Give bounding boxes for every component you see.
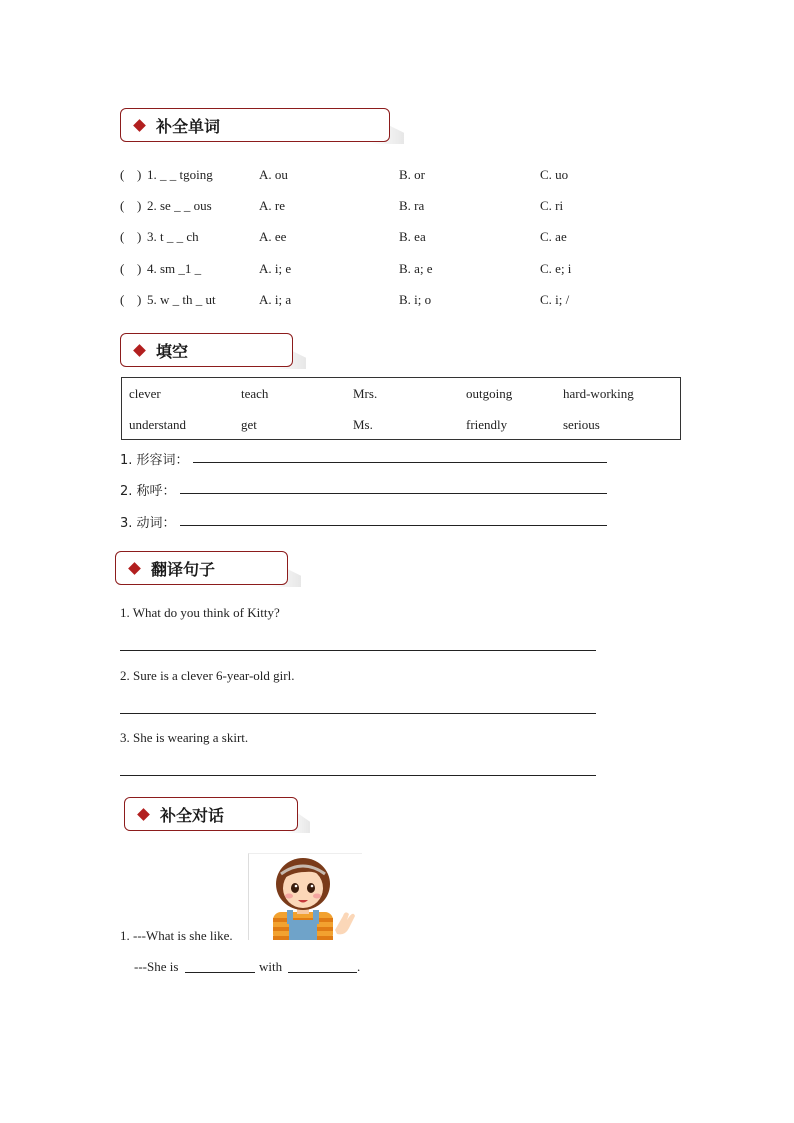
diamond-icon <box>128 562 141 575</box>
section-header-translate <box>115 551 301 587</box>
answer-line[interactable] <box>120 775 596 776</box>
option-c: C. ri <box>540 198 564 213</box>
option-c: C. i; / <box>540 292 570 307</box>
answer-paren-open: ( <box>120 261 125 276</box>
section-header-dialogue <box>124 797 310 833</box>
fill-label: 1. 形容词： <box>120 453 189 468</box>
translate-sentence: 2. Sure is a clever 6-year-old girl. <box>120 668 295 683</box>
option-c: C. ae <box>540 229 567 244</box>
word-bank <box>121 377 681 440</box>
option-b: B. ea <box>399 229 426 244</box>
answer-blank-2[interactable] <box>288 972 357 973</box>
answer-paren-open: ( <box>120 167 125 182</box>
word-bank-word: friendly <box>466 417 508 432</box>
header-box <box>120 108 390 142</box>
section-title: 补全单词 <box>156 116 221 136</box>
option-a: A. ee <box>259 229 287 244</box>
question-text: 1. _ _ tgoing <box>147 167 213 182</box>
answer-line[interactable] <box>120 713 596 714</box>
header-box <box>115 551 288 585</box>
section-header-fill-blanks <box>120 333 306 369</box>
word-bank-word: Mrs. <box>353 386 378 401</box>
fill-label: 3. 动词： <box>120 516 176 531</box>
option-c: C. uo <box>540 167 569 182</box>
word-bank-word: serious <box>563 417 600 432</box>
answer-paren-close: ) <box>137 261 142 276</box>
word-bank-word: teach <box>241 386 269 401</box>
word-bank-word: clever <box>129 386 161 401</box>
question-text: 3. t _ _ ch <box>147 229 199 244</box>
dialogue-answer-start: ---She is <box>134 959 179 974</box>
fill-label: 2. 称呼： <box>120 484 176 499</box>
option-a: A. re <box>259 198 285 213</box>
section-title: 翻译句子 <box>151 559 216 579</box>
option-a: A. i; e <box>259 261 292 276</box>
dialogue-answer-mid: with <box>259 959 283 974</box>
answer-blank-1[interactable] <box>185 972 255 973</box>
answer-line[interactable] <box>180 525 607 526</box>
diamond-icon <box>133 344 146 357</box>
section-title: 填空 <box>156 341 189 361</box>
option-b: B. a; e <box>399 261 433 276</box>
answer-line[interactable] <box>120 650 596 651</box>
girl-illustration <box>248 853 362 940</box>
answer-paren-close: ) <box>137 292 142 307</box>
answer-line[interactable] <box>193 462 607 463</box>
option-b: B. ra <box>399 198 425 213</box>
word-bank-word: Ms. <box>353 417 373 432</box>
option-a: A. ou <box>259 167 288 182</box>
option-c: C. e; i <box>540 261 572 276</box>
answer-paren-open: ( <box>120 198 125 213</box>
word-bank-word: get <box>241 417 257 432</box>
diamond-icon <box>133 119 146 132</box>
answer-paren-close: ) <box>137 198 142 213</box>
answer-paren-open: ( <box>120 229 125 244</box>
question-text: 2. se _ _ ous <box>147 198 212 213</box>
answer-paren-close: ) <box>137 167 142 182</box>
option-a: A. i; a <box>259 292 292 307</box>
answer-paren-open: ( <box>120 292 125 307</box>
dialogue-answer-end: . <box>357 959 361 974</box>
word-bank-word: understand <box>129 417 187 432</box>
option-b: B. or <box>399 167 425 182</box>
translate-sentence: 1. What do you think of Kitty? <box>120 605 280 620</box>
question-text: 4. sm _1 _ <box>147 261 202 276</box>
diamond-icon <box>137 808 150 821</box>
section-header-complete-words <box>120 108 404 144</box>
section-title: 补全对话 <box>160 805 225 825</box>
word-bank-word: hard-working <box>563 386 634 401</box>
translate-sentence: 3. She is wearing a skirt. <box>120 730 249 745</box>
question-text: 5. w _ th _ ut <box>147 292 216 307</box>
header-box <box>120 333 293 367</box>
word-bank-word: outgoing <box>466 386 513 401</box>
dialogue-question: 1. ---What is she like. <box>120 928 233 943</box>
answer-paren-close: ) <box>137 229 142 244</box>
girl-waving-icon <box>249 854 362 940</box>
option-b: B. i; o <box>399 292 432 307</box>
header-box <box>124 797 298 831</box>
answer-line[interactable] <box>180 493 607 494</box>
